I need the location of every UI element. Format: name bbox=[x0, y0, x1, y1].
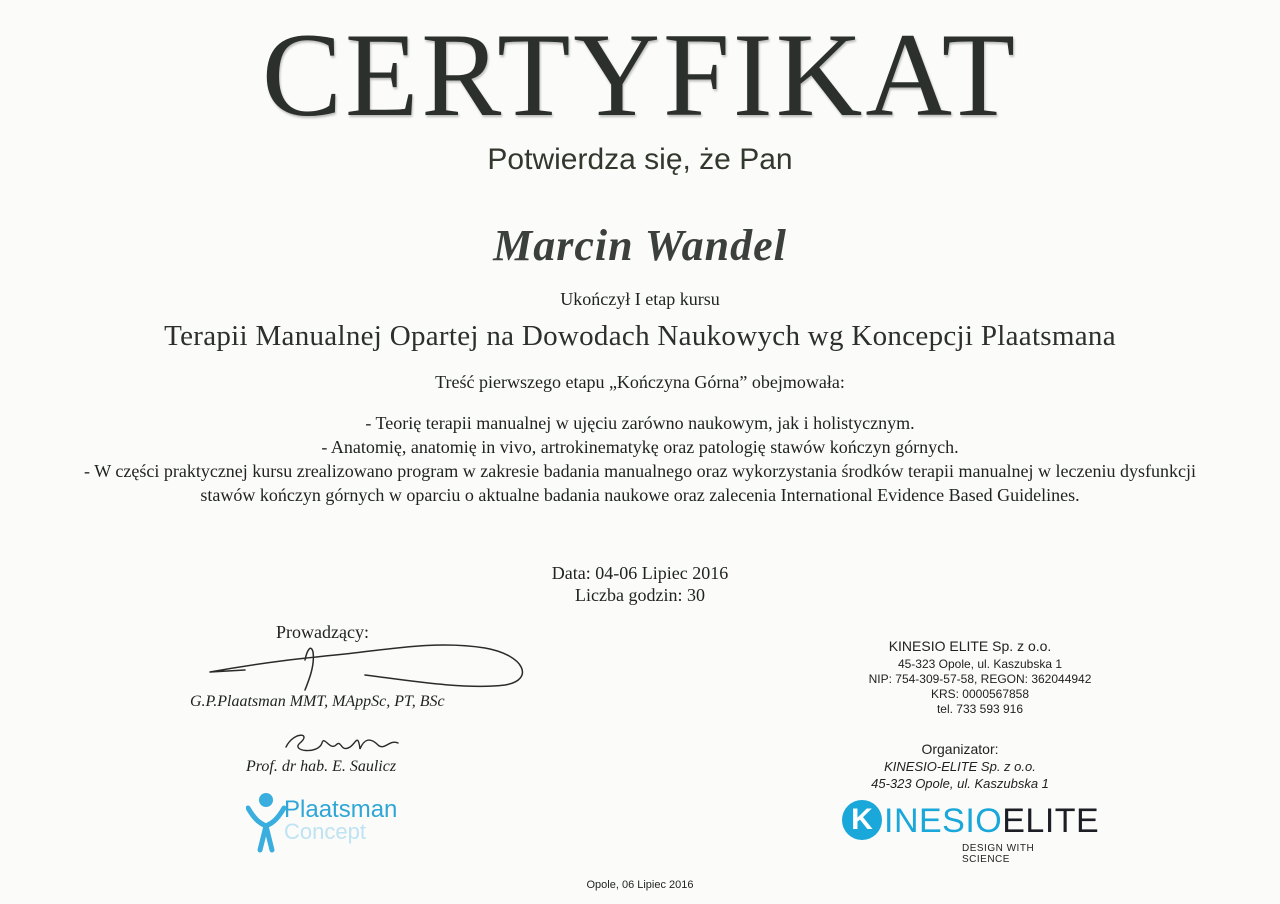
recipient-name: Marcin Wandel bbox=[493, 221, 787, 270]
instructors-label: Prowadzący: bbox=[276, 622, 369, 642]
company-krs: KRS: 0000567858 bbox=[930, 687, 1030, 701]
company-address: 45-323 Opole, ul. Kaszubska 1 bbox=[897, 657, 1063, 671]
company-phone: tel. 733 593 916 bbox=[936, 702, 1024, 716]
course-date: Data: 04-06 Lipiec 2016 bbox=[551, 563, 729, 583]
kinesio-logo-elite: ELITE bbox=[1002, 802, 1100, 840]
content-intro: Treść pierwszego etapu „Kończyna Górna” obejmowała: bbox=[435, 372, 845, 392]
kinesio-logo-inesio: INESIO bbox=[884, 802, 1003, 840]
kinesio-elite-logo bbox=[842, 800, 1100, 865]
course-name: Terapii Manualnej Opartej na Dowodach Naukowych wg Koncepcji Plaatsmana bbox=[164, 320, 1116, 352]
kinesio-logo-k: K bbox=[842, 800, 882, 840]
footer-place-date: Opole, 06 Lipiec 2016 bbox=[586, 879, 694, 891]
content-list bbox=[0, 411, 1280, 507]
organizer-label: Organizator: bbox=[921, 741, 999, 757]
list-item: - Teorię terapii manualnej w ujęciu zarówno naukowym, jak i holistycznym. bbox=[365, 413, 915, 433]
list-item: - W części praktycznej kursu zrealizowano program w zakresie badania manualnego oraz wykorzystania środków terapii manualnej w leczeniu dysfunkcji stawów kończyn górnych w oparciu o aktualne badania naukowe oraz zalecenia International Evidence Based Guidelines. bbox=[84, 461, 1196, 505]
person-figure-icon bbox=[246, 792, 286, 854]
company-nip-regon: NIP: 754-309-57-58, REGON: 362044942 bbox=[868, 672, 1092, 686]
plaatsman-logo-concept: Concept bbox=[284, 819, 366, 844]
signature-plaatsman bbox=[205, 630, 545, 700]
course-hours: Liczba godzin: 30 bbox=[575, 585, 705, 605]
completion-statement: Ukończył I etap kursu bbox=[560, 289, 720, 309]
organizer-name: KINESIO-ELITE Sp. z o.o. bbox=[884, 759, 1036, 774]
instructor-saulicz: Prof. dr hab. E. Saulicz bbox=[246, 758, 397, 775]
plaatsman-concept-logo bbox=[246, 792, 436, 856]
plaatsman-logo-word: Plaatsman bbox=[284, 796, 398, 823]
organizer-address: 45-323 Opole, ul. Kaszubska 1 bbox=[871, 776, 1049, 791]
company-name: KINESIO ELITE Sp. z o.o. bbox=[888, 638, 1052, 654]
certificate-title: CERTYFIKAT bbox=[261, 8, 1019, 141]
certificate-subtitle: Potwierdza się, że Pan bbox=[487, 143, 793, 176]
list-item: - Anatomię, anatomię in vivo, artrokinematykę oraz patologię stawów kończyn górnych. bbox=[321, 437, 959, 457]
kinesio-logo-tagline: DESIGN WITH SCIENCE bbox=[962, 843, 1035, 865]
kinesio-logo-text bbox=[884, 800, 1099, 842]
instructor-plaatsman: G.P.Plaatsman MMT, MAppSc, PT, BSc bbox=[190, 693, 445, 710]
